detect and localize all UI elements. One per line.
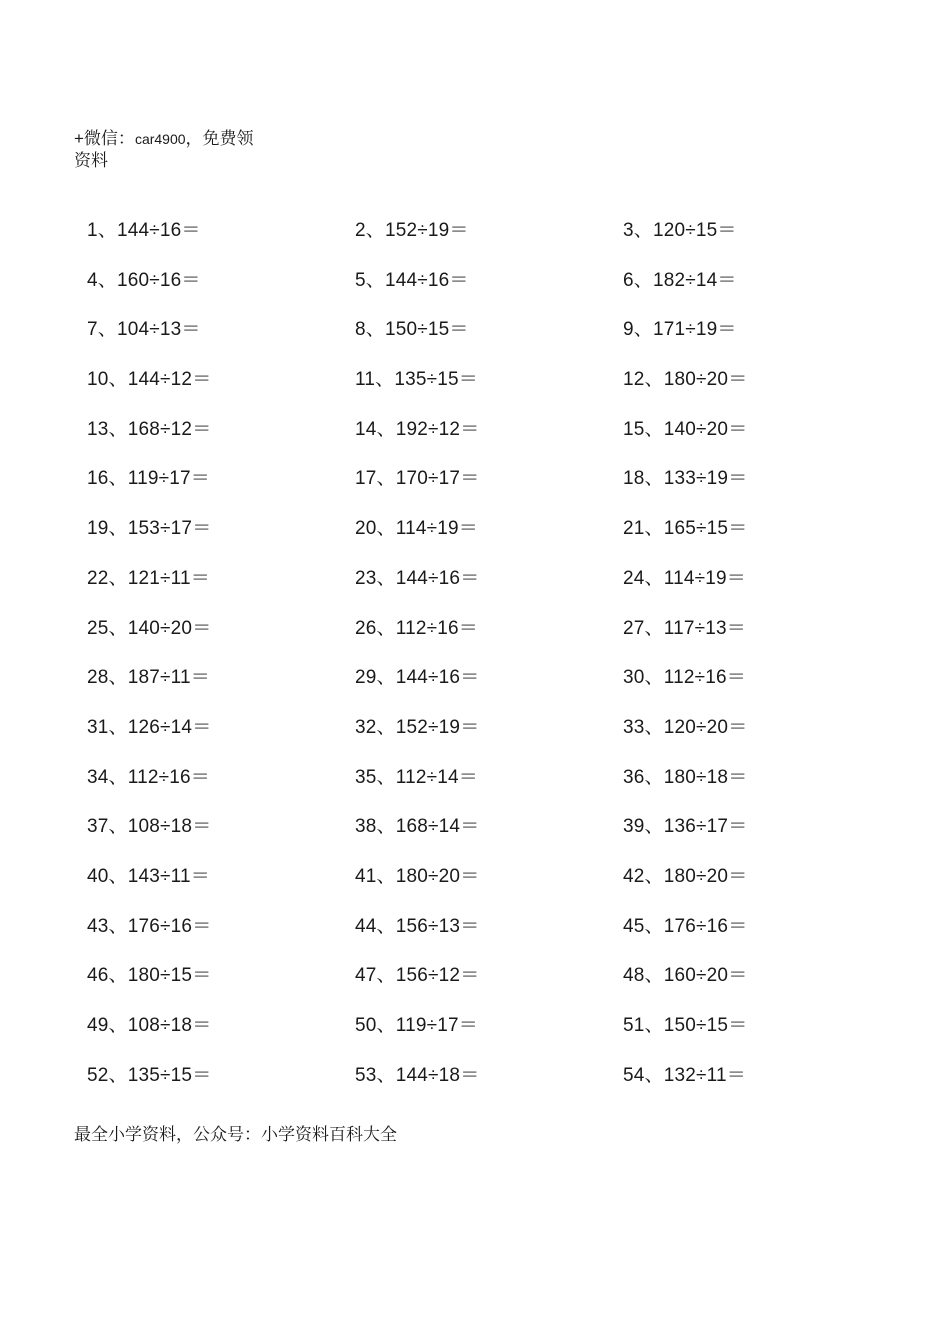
division-problem: 24、114÷19＝ <box>623 567 746 589</box>
header-line-1 <box>74 128 274 150</box>
division-problem: 16、119÷17＝ <box>87 468 210 490</box>
division-problem: 36、180÷18＝ <box>623 766 748 788</box>
division-problem: 48、160÷20＝ <box>623 965 748 987</box>
wechat-id: car4900 <box>134 131 186 147</box>
division-problem: 33、120÷20＝ <box>623 716 748 738</box>
division-problem: 45、176÷16＝ <box>623 915 748 937</box>
division-problem: 40、143÷11＝ <box>87 865 210 887</box>
division-problem: 12、180÷20＝ <box>623 369 748 391</box>
header-note <box>74 128 274 172</box>
division-problem: 20、114÷19＝ <box>355 518 478 540</box>
division-problem: 47、156÷12＝ <box>355 965 480 987</box>
division-problem: 29、144÷16＝ <box>355 667 480 689</box>
division-problem: 10、144÷12＝ <box>87 369 212 391</box>
division-problem: 41、180÷20＝ <box>355 865 480 887</box>
division-problem: 43、176÷16＝ <box>87 915 212 937</box>
division-problem: 11、135÷15＝ <box>355 369 478 391</box>
division-problem: 30、112÷16＝ <box>623 667 746 689</box>
division-problem: 21、165÷15＝ <box>623 518 748 540</box>
division-problem: 13、168÷12＝ <box>87 418 212 440</box>
division-problem: 14、192÷12＝ <box>355 418 480 440</box>
division-problem: 52、135÷15＝ <box>87 1064 212 1086</box>
division-problem: 7、104÷13＝ <box>87 319 201 341</box>
division-problem: 4、160÷16＝ <box>87 269 201 291</box>
division-problem: 46、180÷15＝ <box>87 965 212 987</box>
header-line-2: 资料 <box>74 151 108 170</box>
division-problem: 53、144÷18＝ <box>355 1064 480 1086</box>
division-problem: 35、112÷14＝ <box>355 766 478 788</box>
division-problem: 38、168÷14＝ <box>355 816 480 838</box>
division-problem: 17、170÷17＝ <box>355 468 480 490</box>
division-problem: 23、144÷16＝ <box>355 567 480 589</box>
division-problem: 34、112÷16＝ <box>87 766 210 788</box>
division-problem: 27、117÷13＝ <box>623 617 746 639</box>
division-problem: 9、171÷19＝ <box>623 319 737 341</box>
header-suffix: ，免费领 <box>185 129 254 148</box>
division-problem: 2、152÷19＝ <box>355 220 469 241</box>
division-problem: 25、140÷20＝ <box>87 617 212 639</box>
division-problem: 37、108÷18＝ <box>87 816 212 838</box>
division-problem: 8、150÷15＝ <box>355 319 469 341</box>
division-problem: 50、119÷17＝ <box>355 1015 478 1036</box>
division-problem: 26、112÷16＝ <box>355 617 478 639</box>
header-prefix: +微信： <box>74 129 135 148</box>
division-problem: 51、150÷15＝ <box>623 1015 748 1036</box>
division-problem: 6、182÷14＝ <box>623 269 737 291</box>
division-problem: 39、136÷17＝ <box>623 816 748 838</box>
division-problem: 18、133÷19＝ <box>623 468 748 490</box>
division-problem: 49、108÷18＝ <box>87 1015 212 1036</box>
footer-note: 最全小学资料，公众号：小学资料百科大全 <box>74 1125 397 1145</box>
division-problem: 5、144÷16＝ <box>355 269 469 291</box>
division-problem: 1、144÷16＝ <box>87 220 201 241</box>
division-problem: 42、180÷20＝ <box>623 865 748 887</box>
division-problem: 28、187÷11＝ <box>87 667 210 689</box>
division-problem: 31、126÷14＝ <box>87 716 212 738</box>
division-problem: 32、152÷19＝ <box>355 716 480 738</box>
division-problem: 15、140÷20＝ <box>623 418 748 440</box>
division-problem: 3、120÷15＝ <box>623 220 737 241</box>
division-problem: 54、132÷11＝ <box>623 1064 746 1086</box>
division-problem: 19、153÷17＝ <box>87 518 212 540</box>
division-problem: 22、121÷11＝ <box>87 567 210 589</box>
division-problem: 44、156÷13＝ <box>355 915 480 937</box>
